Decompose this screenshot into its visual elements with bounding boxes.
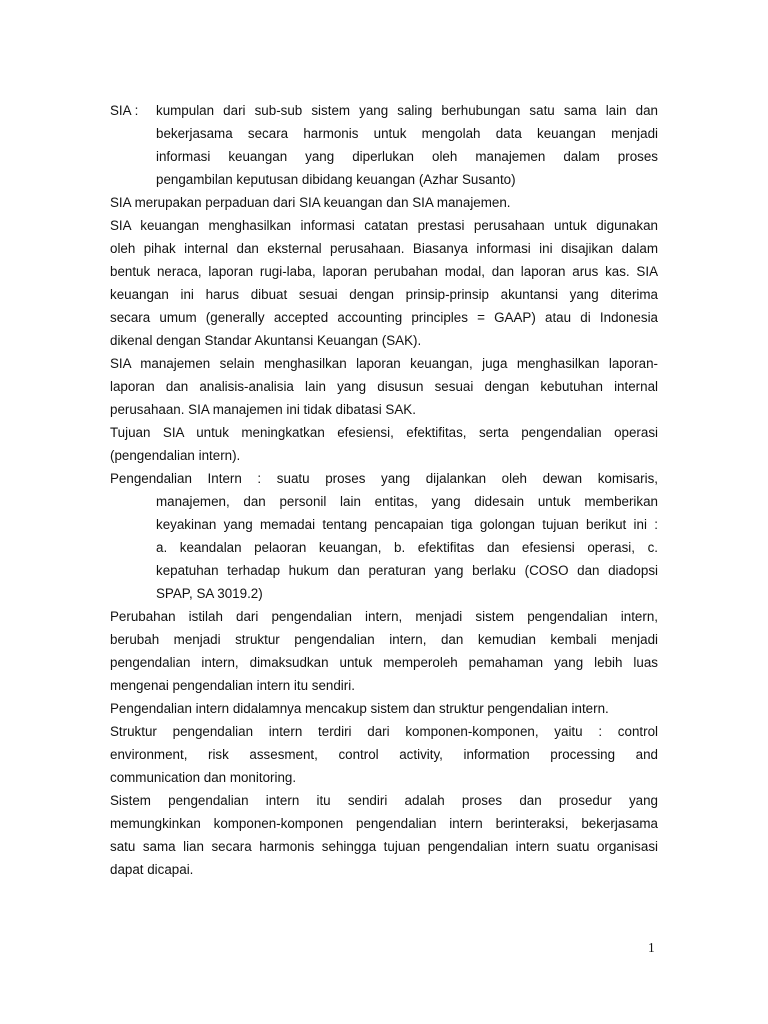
paragraph-line: Pengendalian Intern : suatu proses yang dijalankan oleh dewan komisaris, (110, 471, 658, 486)
paragraph-line: SIA manajemen selain menghasilkan laporan keuangan, juga menghasilkan laporan- (110, 356, 658, 371)
paragraph-line: dikenal dengan Standar Akuntansi Keuangan (SAK). (110, 333, 422, 348)
paragraph-line: Tujuan SIA untuk meningkatkan efesiensi, efektifitas, serta pengendalian operasi (110, 425, 658, 440)
paragraph-mencakup: Pengendalian intern didalamnya mencakup sistem dan struktur pengendalian intern. (110, 701, 609, 716)
paragraph-line: SPAP, SA 3019.2) (156, 586, 263, 601)
paragraph-line: dapat dicapai. (110, 862, 194, 877)
paragraph-sia-merupakan: SIA merupakan perpaduan dari SIA keuangan dan SIA manajemen. (110, 195, 511, 210)
sia-definition-line-1 (110, 99, 658, 122)
paragraph-line: bentuk neraca, laporan rugi-laba, laporan perubahan modal, dan laporan arus kas. SIA (110, 264, 658, 279)
paragraph-line: oleh pihak internal dan eksternal perusahaan. Biasanya informasi ini disajikan dalam (110, 241, 658, 256)
paragraph-line: mengenai pengendalian intern itu sendiri. (110, 678, 355, 693)
paragraph-line: satu sama lian secara harmonis sehingga tujuan pengendalian intern suatu organisasi (110, 839, 658, 854)
paragraph-line: SIA keuangan menghasilkan informasi catatan prestasi perusahaan untuk digunakan (110, 218, 658, 233)
paragraph-tujuan-sia (110, 421, 658, 467)
sia-definition (110, 99, 658, 191)
paragraph-line: environment, risk assesment, control activity, information processing and (110, 747, 658, 762)
paragraph-sia-manajemen (110, 352, 658, 421)
paragraph-line: communication dan monitoring. (110, 770, 297, 785)
paragraph-line: Perubahan istilah dari pengendalian intern, menjadi sistem pengendalian intern, (110, 609, 658, 624)
paragraph-sistem-pengendalian (110, 789, 658, 881)
paragraph-struktur (110, 720, 658, 789)
page-number: 1 (648, 940, 655, 955)
paragraph-line: keuangan ini harus dibuat sesuai dengan prinsip-prinsip akuntansi yang diterima (110, 287, 658, 302)
paragraph-line: Struktur pengendalian intern terdiri dari komponen-komponen, yaitu : control (110, 724, 658, 739)
paragraph-line: keyakinan yang memadai tentang pencapaian tiga golongan tujuan berikut ini : (156, 517, 658, 532)
sia-term: SIA : (110, 103, 139, 118)
paragraph-perubahan-istilah (110, 605, 658, 697)
paragraph-line: memungkinkan komponen-komponen pengendalian intern berinteraksi, bekerjasama (110, 816, 658, 831)
paragraph-line: perusahaan. SIA manajemen ini tidak dibatasi SAK. (110, 402, 416, 417)
sia-definition-line-3: informasi keuangan yang diperlukan oleh manajemen dalam proses (156, 149, 658, 164)
paragraph-line: a. keandalan pelaoran keuangan, b. efektifitas dan efesiensi operasi, c. (156, 540, 658, 555)
paragraph-line: kepatuhan terhadap hukum dan peraturan yang berlaku (COSO dan diadopsi (156, 563, 658, 578)
paragraph-sia-keuangan (110, 214, 658, 352)
paragraph-line: berubah menjadi struktur pengendalian intern, dan kemudian kembali menjadi (110, 632, 658, 647)
paragraph-line: (pengendalian intern). (110, 448, 241, 463)
sia-definition-line-4: pengambilan keputusan dibidang keuangan (Azhar Susanto) (156, 172, 516, 187)
paragraph-line: manajemen, dan personil lain entitas, yang didesain untuk memberikan (156, 494, 658, 509)
paragraph-line: pengendalian intern, dimaksudkan untuk memperoleh pemahaman yang lebih luas (110, 655, 658, 670)
paragraph-line: secara umum (generally accepted accounting principles = GAAP) atau di Indonesia (110, 310, 658, 325)
sia-definition-text: kumpulan dari sub-sub sistem yang saling berhubungan satu sama lain dan (156, 103, 658, 118)
document-body (110, 99, 658, 881)
sia-definition-line-2: bekerjasama secara harmonis untuk mengolah data keuangan menjadi (156, 126, 658, 141)
paragraph-line: Sistem pengendalian intern itu sendiri adalah proses dan prosedur yang (110, 793, 658, 808)
pengendalian-intern-definition (110, 467, 658, 605)
paragraph-line: laporan dan analisis-analisia lain yang disusun sesuai dengan kebutuhan internal (110, 379, 658, 394)
